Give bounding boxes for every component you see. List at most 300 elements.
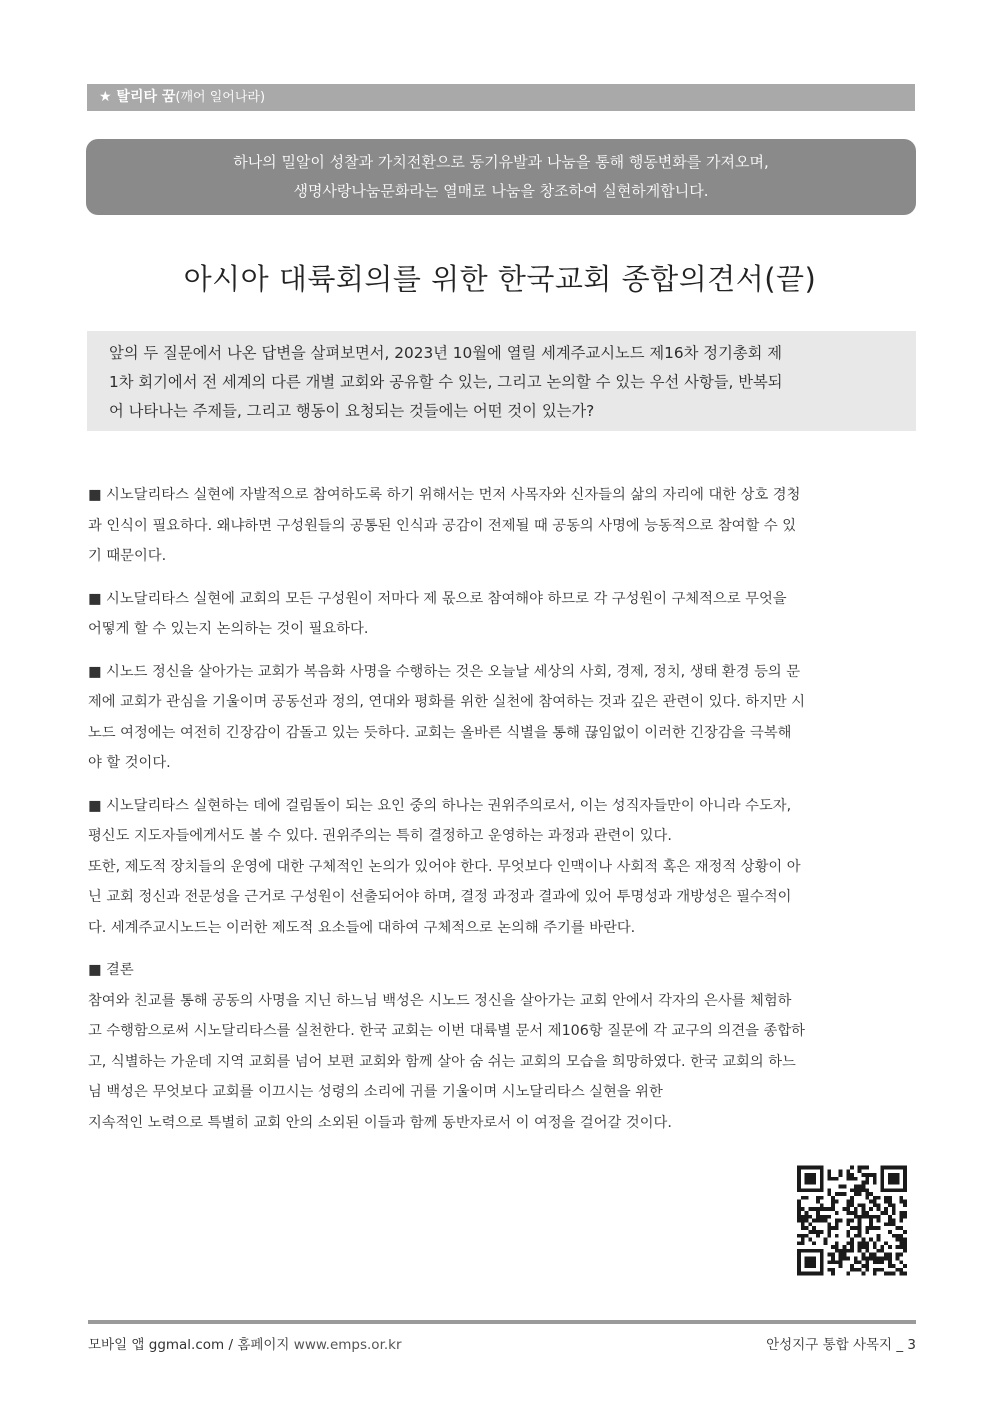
qr-module bbox=[850, 1211, 854, 1215]
footer-divider bbox=[88, 1320, 916, 1324]
qr-module bbox=[797, 1184, 801, 1188]
qr-module bbox=[831, 1260, 835, 1264]
qr-module bbox=[873, 1173, 877, 1177]
qr-module bbox=[888, 1264, 892, 1268]
qr-module bbox=[888, 1200, 892, 1204]
qr-module bbox=[873, 1260, 877, 1264]
qr-module bbox=[903, 1264, 907, 1268]
qr-module bbox=[892, 1272, 896, 1276]
qr-module bbox=[831, 1257, 835, 1261]
qr-module bbox=[808, 1177, 812, 1181]
qr-module bbox=[858, 1260, 862, 1264]
qr-module bbox=[858, 1215, 862, 1219]
qr-module bbox=[801, 1241, 805, 1245]
qr-module bbox=[896, 1166, 900, 1170]
qr-module bbox=[820, 1215, 824, 1219]
qr-module bbox=[835, 1249, 839, 1253]
qr-module bbox=[850, 1200, 854, 1204]
qr-module bbox=[831, 1272, 835, 1276]
qr-module bbox=[808, 1181, 812, 1185]
qr-module bbox=[877, 1196, 881, 1200]
qr-module bbox=[824, 1241, 828, 1245]
qr-module bbox=[854, 1257, 858, 1261]
qr-module bbox=[843, 1249, 847, 1253]
qr-module bbox=[865, 1257, 869, 1261]
article-body bbox=[88, 480, 918, 1150]
qr-module bbox=[824, 1207, 828, 1211]
qr-module bbox=[843, 1184, 847, 1188]
qr-module bbox=[812, 1207, 816, 1211]
qr-module bbox=[801, 1249, 805, 1253]
qr-module bbox=[850, 1173, 854, 1177]
paragraph-line: ■ 시노드 정신을 살아가는 교회가 복음화 사명을 수행하는 것은 오늘날 세상의 사회, 경제, 정치, 생태 환경 등의 문 bbox=[88, 663, 801, 680]
qr-module bbox=[858, 1219, 862, 1223]
qr-module bbox=[805, 1188, 809, 1192]
qr-module bbox=[846, 1207, 850, 1211]
qr-module bbox=[816, 1207, 820, 1211]
qr-module bbox=[846, 1249, 850, 1253]
footer-contact bbox=[88, 1333, 402, 1353]
qr-module bbox=[797, 1264, 801, 1268]
qr-module bbox=[854, 1188, 858, 1192]
qr-module bbox=[843, 1253, 847, 1257]
qr-module bbox=[850, 1241, 854, 1245]
qr-module bbox=[808, 1260, 812, 1264]
qr-module bbox=[896, 1245, 900, 1249]
qr-module bbox=[892, 1166, 896, 1170]
qr-module bbox=[888, 1257, 892, 1261]
qr-module bbox=[896, 1226, 900, 1230]
qr-module bbox=[865, 1211, 869, 1215]
qr-module bbox=[835, 1245, 839, 1249]
page-title: 아시아 대륙회의를 위한 한국교회 종합의견서(끝) bbox=[183, 262, 817, 296]
qr-module bbox=[831, 1177, 835, 1181]
qr-module bbox=[869, 1257, 873, 1261]
qr-module bbox=[835, 1226, 839, 1230]
qr-module bbox=[854, 1215, 858, 1219]
qr-module bbox=[861, 1215, 865, 1219]
qr-module bbox=[820, 1184, 824, 1188]
qr-module bbox=[827, 1234, 831, 1238]
qr-module bbox=[816, 1166, 820, 1170]
paragraph-line: 닌 교회 정신과 전문성을 근거로 구성원이 선출되어야 하며, 결정 과정과 결과에 있어 투명성과 개방성은 필수적이 bbox=[88, 889, 792, 905]
motto-line: 하나의 밀알이 성찰과 가치전환으로 동기유발과 나눔을 통해 행동변화를 가져오며, bbox=[233, 153, 769, 171]
qr-module bbox=[820, 1177, 824, 1181]
qr-module bbox=[884, 1188, 888, 1192]
qr-module bbox=[865, 1264, 869, 1268]
qr-module bbox=[861, 1257, 865, 1261]
paragraph-line: 지속적인 노력으로 특별히 교회 안의 소외된 이들과 함께 동반자로서 이 여정을 걸어갈 것이다. bbox=[88, 1114, 672, 1131]
qr-module bbox=[812, 1181, 816, 1185]
qr-module bbox=[801, 1222, 805, 1226]
qr-module bbox=[865, 1249, 869, 1253]
qr-module bbox=[797, 1234, 801, 1238]
qr-module bbox=[903, 1173, 907, 1177]
paragraph-line: 참여와 친교를 통해 공동의 사명을 지닌 하느님 백성은 시노드 정신을 살아가는 교회 안에서 각자의 은사를 체험하 bbox=[88, 992, 792, 1009]
question-line: 1차 회기에서 전 세계의 다른 개별 교회와 공유할 수 있는, 그리고 논의할 수 있는 우선 사항들, 반복되 bbox=[109, 373, 783, 391]
qr-module bbox=[820, 1230, 824, 1234]
qr-module bbox=[808, 1257, 812, 1261]
qr-module bbox=[899, 1245, 903, 1249]
paragraph bbox=[88, 791, 918, 944]
qr-module bbox=[850, 1226, 854, 1230]
qr-module bbox=[797, 1219, 801, 1223]
qr-module bbox=[858, 1203, 862, 1207]
paragraph-line: 또한, 제도적 장치들의 운영에 대한 구체적인 논의가 있어야 한다. 무엇보다 인맥이나 사회적 혹은 재정적 상황이 아 bbox=[88, 858, 801, 875]
qr-module bbox=[877, 1203, 881, 1207]
qr-module bbox=[899, 1196, 903, 1200]
qr-module bbox=[812, 1173, 816, 1177]
qr-module bbox=[903, 1203, 907, 1207]
conclusion-paragraph bbox=[88, 955, 918, 1138]
qr-module bbox=[827, 1230, 831, 1234]
qr-module bbox=[797, 1207, 801, 1211]
motto-box bbox=[86, 139, 916, 215]
qr-module bbox=[888, 1177, 892, 1181]
qr-module bbox=[903, 1211, 907, 1215]
qr-module bbox=[801, 1207, 805, 1211]
qr-module bbox=[816, 1188, 820, 1192]
qr-module bbox=[865, 1268, 869, 1272]
qr-module bbox=[846, 1234, 850, 1238]
qr-module bbox=[873, 1203, 877, 1207]
qr-module bbox=[899, 1241, 903, 1245]
qr-module bbox=[820, 1219, 824, 1223]
paragraph-line: 어떻게 할 수 있는지 논의하는 것이 필요하다. bbox=[88, 621, 369, 637]
qr-module bbox=[827, 1215, 831, 1219]
qr-module bbox=[903, 1188, 907, 1192]
qr-module bbox=[812, 1264, 816, 1268]
motto-line: 생명사랑나눔문화라는 열매로 나눔을 창조하여 실현하게합니다. bbox=[293, 182, 709, 200]
qr-module bbox=[824, 1238, 828, 1242]
qr-module bbox=[869, 1238, 873, 1242]
qr-module bbox=[805, 1211, 809, 1215]
qr-module bbox=[820, 1181, 824, 1185]
qr-module bbox=[858, 1188, 862, 1192]
qr-module bbox=[884, 1257, 888, 1261]
qr-module bbox=[903, 1215, 907, 1219]
qr-module bbox=[888, 1260, 892, 1264]
qr-module bbox=[816, 1200, 820, 1204]
qr-module bbox=[805, 1257, 809, 1261]
qr-module bbox=[846, 1241, 850, 1245]
qr-module bbox=[831, 1200, 835, 1204]
qr-module bbox=[896, 1234, 900, 1238]
qr-module bbox=[888, 1222, 892, 1226]
homepage-link[interactable]: www.emps.or.kr bbox=[293, 1337, 402, 1353]
qr-module bbox=[801, 1234, 805, 1238]
qr-module bbox=[812, 1226, 816, 1230]
qr-module bbox=[797, 1249, 801, 1253]
qr-module bbox=[827, 1192, 831, 1196]
qr-module bbox=[850, 1268, 854, 1272]
qr-module bbox=[839, 1219, 843, 1223]
qr-module bbox=[861, 1173, 865, 1177]
qr-module bbox=[812, 1257, 816, 1261]
qr-module bbox=[880, 1169, 884, 1173]
qr-module bbox=[820, 1166, 824, 1170]
qr-module bbox=[839, 1169, 843, 1173]
qr-module bbox=[892, 1181, 896, 1185]
footer-page-info: 안성지구 통합 사목지 _ 3 bbox=[766, 1337, 916, 1353]
qr-module bbox=[805, 1196, 809, 1200]
qr-module bbox=[888, 1230, 892, 1234]
qr-module bbox=[880, 1257, 884, 1261]
qr-module bbox=[865, 1226, 869, 1230]
qr-module bbox=[865, 1188, 869, 1192]
qr-module bbox=[801, 1166, 805, 1170]
qr-module bbox=[850, 1177, 854, 1181]
qr-module bbox=[850, 1238, 854, 1242]
qr-module bbox=[861, 1207, 865, 1211]
qr-module bbox=[827, 1177, 831, 1181]
qr-module bbox=[797, 1215, 801, 1219]
qr-module bbox=[839, 1192, 843, 1196]
qr-module bbox=[858, 1169, 862, 1173]
qr-module bbox=[805, 1219, 809, 1223]
qr-module bbox=[880, 1166, 884, 1170]
qr-module bbox=[808, 1188, 812, 1192]
paragraph-line: 고, 식별하는 가운데 지역 교회를 넘어 보편 교회와 함께 살아 숨 쉬는 교회의 모습을 희망하였다. 한국 교회의 하느 bbox=[88, 1053, 796, 1070]
qr-module bbox=[835, 1200, 839, 1204]
qr-module bbox=[877, 1219, 881, 1223]
qr-module bbox=[827, 1173, 831, 1177]
qr-module bbox=[835, 1260, 839, 1264]
qr-module bbox=[812, 1230, 816, 1234]
qr-module bbox=[899, 1260, 903, 1264]
qr-module bbox=[892, 1203, 896, 1207]
qr-module bbox=[888, 1219, 892, 1223]
qr-module bbox=[858, 1245, 862, 1249]
qr-module bbox=[899, 1253, 903, 1257]
qr-module bbox=[854, 1260, 858, 1264]
qr-module bbox=[846, 1257, 850, 1261]
qr-module bbox=[892, 1177, 896, 1181]
qr-module bbox=[835, 1192, 839, 1196]
qr-module bbox=[827, 1207, 831, 1211]
qr-module bbox=[797, 1181, 801, 1185]
qr-module bbox=[797, 1203, 801, 1207]
qr-module bbox=[824, 1219, 828, 1223]
qr-module bbox=[797, 1241, 801, 1245]
qr-module bbox=[805, 1181, 809, 1185]
qr-module bbox=[861, 1184, 865, 1188]
qr-module bbox=[835, 1222, 839, 1226]
qr-module bbox=[888, 1203, 892, 1207]
qr-module bbox=[846, 1177, 850, 1181]
qr-module bbox=[888, 1215, 892, 1219]
qr-module bbox=[903, 1166, 907, 1170]
qr-module bbox=[839, 1253, 843, 1257]
qr-module bbox=[880, 1249, 884, 1253]
qr-module bbox=[808, 1173, 812, 1177]
qr-module bbox=[861, 1245, 865, 1249]
qr-module bbox=[846, 1211, 850, 1215]
paragraph bbox=[88, 480, 918, 572]
paragraph-line: 님 백성은 무엇보다 교회를 이끄시는 성령의 소리에 귀를 기울이며 시노달리타스 실현을 위한 bbox=[88, 1084, 663, 1100]
qr-module bbox=[808, 1207, 812, 1211]
qr-module bbox=[873, 1257, 877, 1261]
qr-module bbox=[839, 1173, 843, 1177]
qr-module bbox=[797, 1260, 801, 1264]
qr-module bbox=[865, 1196, 869, 1200]
qr-module bbox=[858, 1241, 862, 1245]
qr-module bbox=[880, 1173, 884, 1177]
qr-module bbox=[797, 1173, 801, 1177]
qr-module bbox=[861, 1188, 865, 1192]
qr-module bbox=[903, 1245, 907, 1249]
qr-module bbox=[884, 1211, 888, 1215]
qr-module bbox=[797, 1188, 801, 1192]
qr-module bbox=[877, 1226, 881, 1230]
qr-module bbox=[820, 1272, 824, 1276]
qr-module bbox=[880, 1181, 884, 1185]
paragraph-line: 제에 교회가 관심을 기울이며 공동선과 정의, 연대와 평화를 위한 실천에 참여하는 것과 깊은 관련이 있다. 하지만 시 bbox=[88, 694, 806, 710]
qr-module bbox=[839, 1184, 843, 1188]
qr-module bbox=[892, 1173, 896, 1177]
qr-module bbox=[846, 1200, 850, 1204]
qr-module bbox=[888, 1245, 892, 1249]
qr-module bbox=[869, 1192, 873, 1196]
qr-module bbox=[846, 1203, 850, 1207]
qr-module bbox=[865, 1181, 869, 1185]
qr-module bbox=[805, 1234, 809, 1238]
qr-module bbox=[808, 1264, 812, 1268]
qr-module bbox=[812, 1188, 816, 1192]
qr-module bbox=[835, 1211, 839, 1215]
qr-module bbox=[820, 1196, 824, 1200]
qr-module bbox=[801, 1219, 805, 1223]
qr-module bbox=[820, 1207, 824, 1211]
qr-module bbox=[816, 1249, 820, 1253]
qr-module bbox=[861, 1166, 865, 1170]
qr-module bbox=[888, 1272, 892, 1276]
qr-module bbox=[850, 1196, 854, 1200]
paragraph-line: 고 수행함으로써 시노달리타스를 실천한다. 한국 교회는 이번 대륙별 문서 제106항 질문에 각 교구의 의견을 종합하 bbox=[88, 1023, 805, 1039]
qr-module bbox=[801, 1188, 805, 1192]
qr-module bbox=[850, 1166, 854, 1170]
qr-module bbox=[861, 1211, 865, 1215]
qr-module bbox=[854, 1226, 858, 1230]
qr-module bbox=[869, 1222, 873, 1226]
qr-module bbox=[899, 1226, 903, 1230]
qr-module bbox=[808, 1238, 812, 1242]
qr-module bbox=[805, 1177, 809, 1181]
qr-module bbox=[816, 1196, 820, 1200]
qr-module bbox=[797, 1177, 801, 1181]
qr-module bbox=[835, 1219, 839, 1223]
qr-module bbox=[865, 1177, 869, 1181]
qr-module bbox=[892, 1207, 896, 1211]
qr-module bbox=[869, 1173, 873, 1177]
qr-module bbox=[899, 1211, 903, 1215]
qr-module bbox=[861, 1203, 865, 1207]
qr-module bbox=[873, 1272, 877, 1276]
qr-module bbox=[839, 1257, 843, 1261]
qr-code-icon[interactable] bbox=[797, 1164, 907, 1277]
qr-module bbox=[808, 1272, 812, 1276]
qr-module bbox=[808, 1222, 812, 1226]
qr-module bbox=[903, 1184, 907, 1188]
qr-module bbox=[899, 1238, 903, 1242]
qr-module bbox=[816, 1219, 820, 1223]
footer-contact-label: 모바일 앱 ggmal.com / 홈페이지 bbox=[88, 1337, 294, 1353]
qr-module bbox=[816, 1234, 820, 1238]
qr-module bbox=[858, 1230, 862, 1234]
qr-module bbox=[880, 1211, 884, 1215]
qr-module bbox=[873, 1241, 877, 1245]
qr-module bbox=[858, 1184, 862, 1188]
qr-module bbox=[903, 1181, 907, 1185]
qr-module bbox=[896, 1177, 900, 1181]
qr-module bbox=[797, 1268, 801, 1272]
qr-module bbox=[805, 1272, 809, 1276]
qr-module bbox=[805, 1215, 809, 1219]
qr-module bbox=[827, 1253, 831, 1257]
qr-module bbox=[892, 1219, 896, 1223]
qr-module bbox=[846, 1173, 850, 1177]
qr-module bbox=[816, 1215, 820, 1219]
qr-module bbox=[873, 1253, 877, 1257]
qr-module bbox=[896, 1173, 900, 1177]
qr-module bbox=[877, 1234, 881, 1238]
qr-module bbox=[850, 1219, 854, 1223]
paragraph bbox=[88, 657, 918, 779]
qr-module bbox=[797, 1211, 801, 1215]
qr-module bbox=[858, 1268, 862, 1272]
qr-module bbox=[869, 1226, 873, 1230]
qr-module bbox=[903, 1177, 907, 1181]
qr-module bbox=[820, 1264, 824, 1268]
qr-module bbox=[888, 1181, 892, 1185]
qr-module bbox=[865, 1166, 869, 1170]
qr-module bbox=[861, 1272, 865, 1276]
qr-module bbox=[816, 1211, 820, 1215]
qr-module bbox=[861, 1241, 865, 1245]
qr-module bbox=[896, 1238, 900, 1242]
qr-module bbox=[884, 1253, 888, 1257]
qr-module bbox=[850, 1203, 854, 1207]
qr-module bbox=[854, 1234, 858, 1238]
qr-module bbox=[801, 1215, 805, 1219]
qr-module bbox=[831, 1196, 835, 1200]
qr-module bbox=[805, 1249, 809, 1253]
qr-module bbox=[820, 1188, 824, 1192]
qr-module bbox=[835, 1241, 839, 1245]
qr-module bbox=[869, 1219, 873, 1223]
qr-module bbox=[861, 1181, 865, 1185]
qr-module bbox=[827, 1222, 831, 1226]
qr-module bbox=[839, 1264, 843, 1268]
qr-module bbox=[808, 1230, 812, 1234]
qr-module bbox=[824, 1215, 828, 1219]
qr-module bbox=[858, 1192, 862, 1196]
qr-module bbox=[827, 1188, 831, 1192]
qr-module bbox=[903, 1230, 907, 1234]
qr-module bbox=[877, 1215, 881, 1219]
qr-module bbox=[827, 1226, 831, 1230]
paragraph-line: ■ 시노달리타스 실현하는 데에 걸림돌이 되는 요인 중의 하나는 권위주의로서, 이는 성직자들만이 아니라 수도자, bbox=[88, 797, 792, 814]
paragraph-line: ■ 시노달리타스 실현에 교회의 모든 구성원이 저마다 제 몫으로 참여해야 하므로 각 구성원이 구체적으로 무엇을 bbox=[88, 590, 787, 607]
qr-module bbox=[884, 1196, 888, 1200]
qr-module bbox=[797, 1272, 801, 1276]
qr-module bbox=[899, 1200, 903, 1204]
qr-module bbox=[873, 1177, 877, 1181]
qr-module bbox=[820, 1253, 824, 1257]
qr-module bbox=[877, 1207, 881, 1211]
qr-module bbox=[865, 1245, 869, 1249]
paragraph bbox=[88, 584, 918, 645]
